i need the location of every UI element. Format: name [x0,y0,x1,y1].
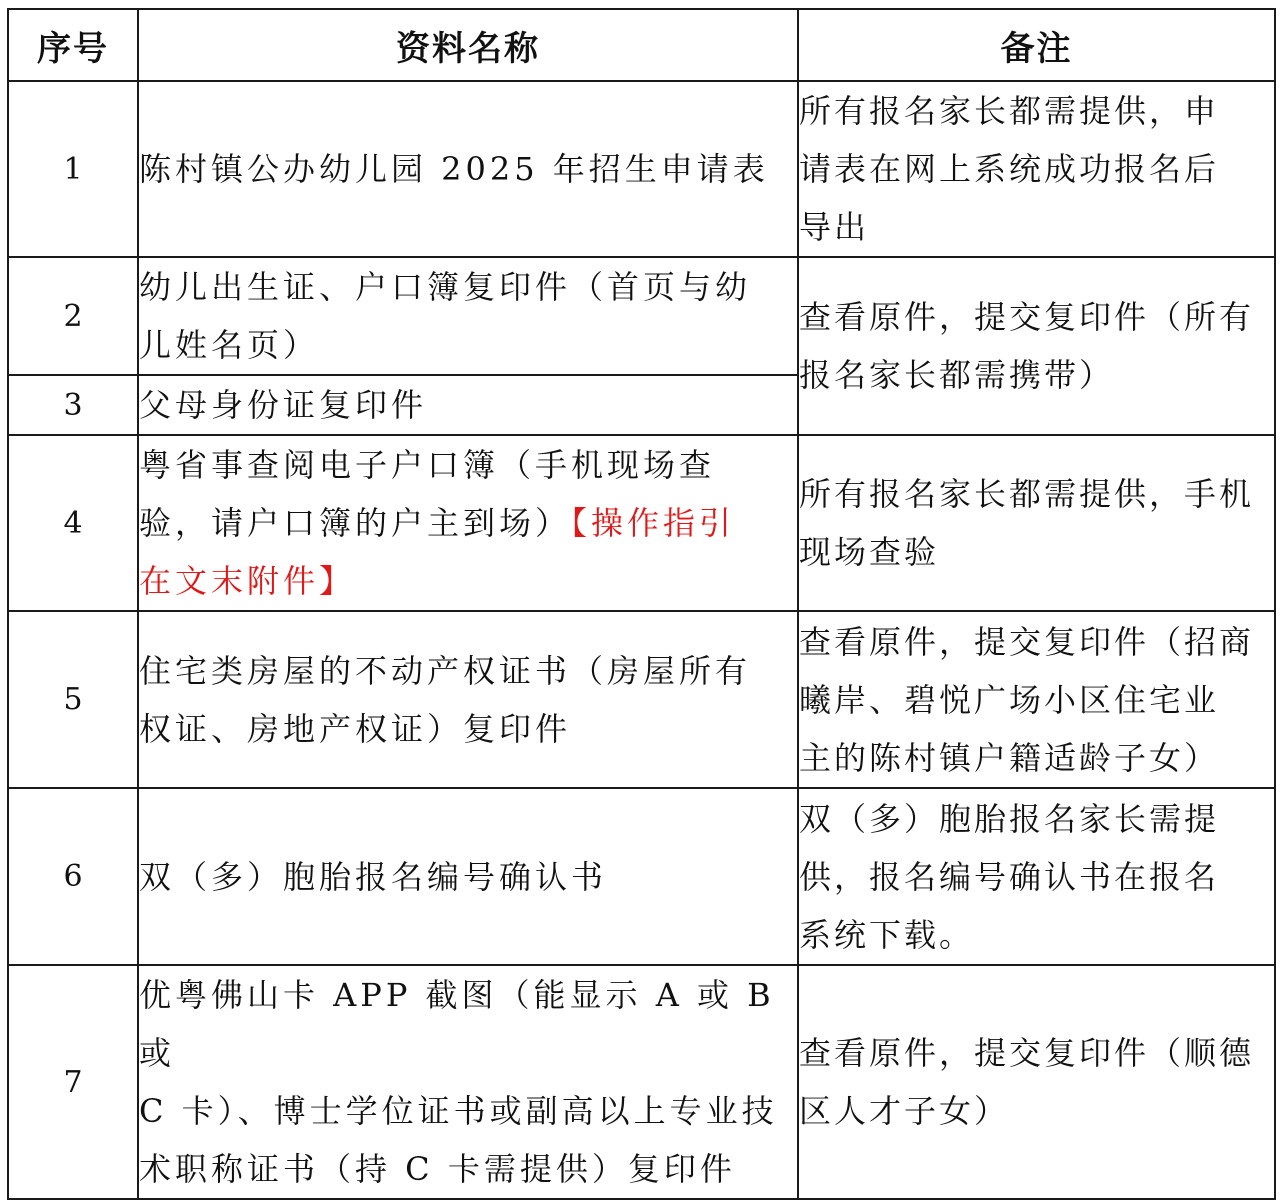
table-row [8,435,1275,611]
material-name: 粤省事查阅电子户口簿（手机现场查 验，请户口簿的户主到场）【操作指引 在文末附件】 [138,435,798,611]
row-number: 4 [8,435,138,611]
guide-link-note: 在文末附件】 [139,562,356,600]
row-number: 1 [8,81,138,257]
header-num: 序号 [8,9,138,81]
material-name: 住宅类房屋的不动产权证书（房屋所有 权证、房地产权证）复印件 [138,611,798,788]
row-number: 5 [8,611,138,788]
materials-table [7,8,1276,1200]
row-number: 6 [8,788,138,965]
remark: 查看原件，提交复印件（顺德 区人才子女） [798,965,1275,1199]
material-name: 幼儿出生证、户口簿复印件（首页与幼 儿姓名页） [138,257,798,375]
remark: 查看原件，提交复印件（招商 曦岸、碧悦广场小区住宅业 主的陈村镇户籍适龄子女） [798,611,1275,788]
material-name: 优粤佛山卡 APP 截图（能显示 A 或 B 或 C 卡）、博士学位证书或副高以上专业技 术职称证书（持 C 卡需提供）复印件 [138,965,798,1199]
material-name: 陈村镇公办幼儿园 2025 年招生申请表 [138,81,798,257]
table-row [8,611,1275,788]
header-row [8,9,1275,81]
remark: 所有报名家长都需提供，手机 现场查验 [798,435,1275,611]
table-row [8,965,1275,1199]
row-number: 2 [8,257,138,375]
row-number: 7 [8,965,138,1199]
header-note: 备注 [798,9,1275,81]
table-row [8,788,1275,965]
material-name: 父母身份证复印件 [138,375,798,435]
header-name: 资料名称 [138,9,798,81]
remark: 所有报名家长都需提供，申 请表在网上系统成功报名后 导出 [798,81,1275,257]
table-row [8,257,1275,375]
remark: 双（多）胞胎报名家长需提 供，报名编号确认书在报名 系统下载。 [798,788,1275,965]
material-name: 双（多）胞胎报名编号确认书 [138,788,798,965]
guide-link-note: 【操作指引 [571,504,736,542]
table-row [8,81,1275,257]
row-number: 3 [8,375,138,435]
remark: 查看原件，提交复印件（所有 报名家长都需携带） [798,257,1275,435]
